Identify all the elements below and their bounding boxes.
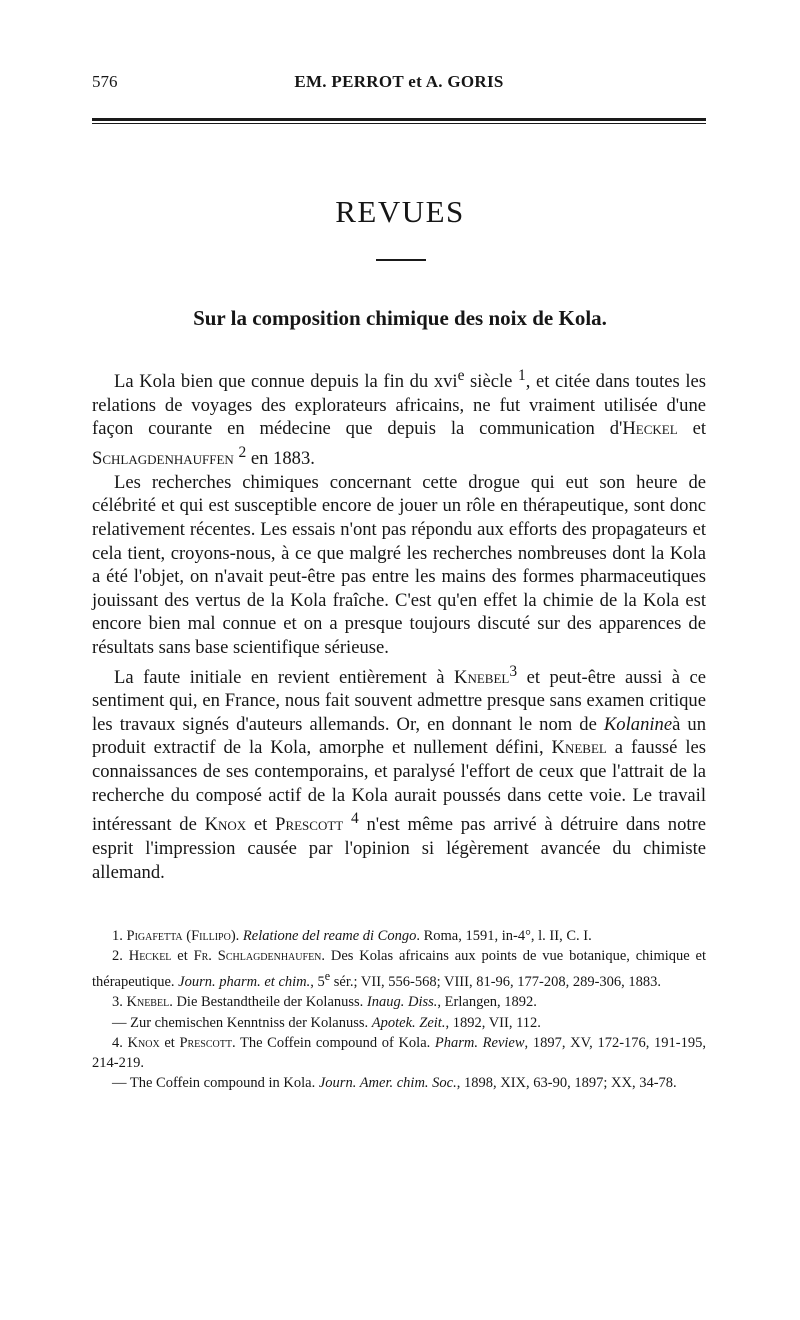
text-run: . [235,928,243,944]
author-name: Schlagdenhauffen [92,448,234,470]
footnote-number: 3. [112,994,127,1011]
text-run: . The Coffein compound of Kola. [231,1034,435,1051]
text-run: . Des Kolas africains aux points de vue botanique, chimique et thérapeutique. [92,948,706,991]
footnote-ref: 4 [351,810,359,828]
journal-title: Inaug. Diss. [366,994,438,1011]
paragraph-1 [92,364,706,471]
footnote-number: 2. [112,948,129,965]
footnote-1 [92,926,706,946]
footnote-3 [92,992,706,1012]
superscript: e [324,969,331,984]
author-name: Knebel [454,666,510,688]
text-run: siècle [464,371,518,393]
text-run: en 1883. [246,448,315,470]
author-name: Prescott [179,1034,232,1051]
running-title: EM. PERROT et A. GORIS [294,72,504,91]
header-rule-thick [92,118,706,121]
text-run: , 1898, XIX, 63-90, 1897; XX, 34-78. [456,1075,677,1092]
text-run: a faussé les connaissances de ses contemporains, et paralysé l'effort de ceux que l'attrait de la recherche du composé actif de la Kola aurait poussés dans cette voie. Le travail intéressant de [92,737,706,836]
text-run: , Erlangen, 1892. [437,994,537,1011]
paragraph-3 [92,660,706,885]
author-name: Heckel [128,948,172,965]
text-run: sér.; VII, 556-568; VIII, 81-96, 177-208, 289-306, 1883. [330,974,662,991]
superscript: e [457,367,465,384]
footnote-ref: 3 [509,662,518,680]
author-name: Knebel [126,994,170,1011]
text-run: , 1892, VII, 112. [445,1014,541,1031]
text-run: — Zur chemischen Kenntniss der Kolanuss. [112,1014,372,1031]
article-body [92,364,706,884]
footnote-4 [92,1033,706,1073]
text-run: — The Coffein compound in Kola. [112,1075,319,1092]
footnote-ref: 1 [517,367,526,384]
text-run: La faute initiale en revient entièrement à [114,666,455,688]
author-name: Knebel [551,737,607,759]
journal-title: Journ. Amer. chim. Soc. [318,1075,457,1092]
text-run: n'est même pas arrivé à détruire dans notre esprit l'impression causée par l'opinion si légèrement avancée du chimiste allemand. [92,814,706,883]
text-run: . Die Bestandtheile der Kolanuss. [169,994,367,1011]
text-run: La Kola bien que connue depuis la fin du xvi [114,371,458,393]
running-head [92,72,706,96]
text-run: et peut-être aussi à ce sentiment qui, en France, nous fait souvent admettre presque sans examen critique les travaux signés d'auteurs allemands. Or, en donnant le nom de [92,666,706,735]
header-rule-thin [92,123,706,124]
article-title: Sur la composition chimique des noix de Kola. [193,306,607,330]
footnotes [92,926,706,1093]
author-name: Knox [204,814,247,836]
page-number: 576 [92,72,118,91]
author-name: Pigafetta (Fillipo) [126,928,236,944]
text-run: à un produit extractif de la Kola, amorphe et nullement défini, [92,713,706,759]
text-run: , et citée dans toutes les relations de voyages des explorateurs africains, ne fut vraiment utilisée d'une façon courante en médecine que depuis la communication d' [92,371,706,440]
title-divider [376,259,426,261]
text-run: et [171,948,194,965]
text-run [343,814,351,835]
paragraph-2: Les recherches chimiques concernant cette drogue qui eut son heure de célébrité et qui est susceptible encore de jouer un rôle en thérapeutique, sont donc relativement récentes. Les essais n'ont pas répondu aux efforts des propagateurs et cela tient, croyons-nous, à ce que malgré les recherches nombreuses dont la Kola a été l'objet, on n'avait peut-être pas entre les mains des formes pharmaceutiques jouissant des vertus de la Kola fraîche. C'est qu'en effet la chimie de la Kola est encore bien mal connue et on a presque toujours discuté sur des apparences de résultats sans base scientifique sérieuse. [92,471,706,658]
journal-title: Apotek. Zeit. [371,1014,446,1031]
footnote-2 [92,946,706,992]
footnote-4-continued [92,1073,706,1093]
italic-term: Kolanine [603,713,673,735]
author-name: Prescott [275,814,344,836]
text-run: , 5 [310,974,325,991]
journal-title: Pharm. Review [434,1034,525,1051]
footnote-number: 4. [112,1034,128,1051]
author-name: Fr. Schlagdenhaufen [193,948,322,965]
journal-title: Journ. pharm. et chim. [178,974,311,991]
footnote-ref: 2 [238,443,247,461]
text-run: et [677,418,706,440]
text-run: et [159,1034,180,1051]
text-run: , 1897, XV, 172-176, 191-195, 214-219. [92,1034,707,1072]
footnote-number: 1. [112,928,127,944]
text-run: . Roma, 1591, in-4°, l. II, C. I. [416,928,592,944]
section-title: REVUES [335,194,465,229]
work-title: Relatione del reame di Congo [242,928,417,944]
author-name: Heckel [622,418,678,440]
text-run: et [246,814,276,836]
footnote-3-continued [92,1013,706,1033]
author-name: Knox [127,1034,160,1051]
